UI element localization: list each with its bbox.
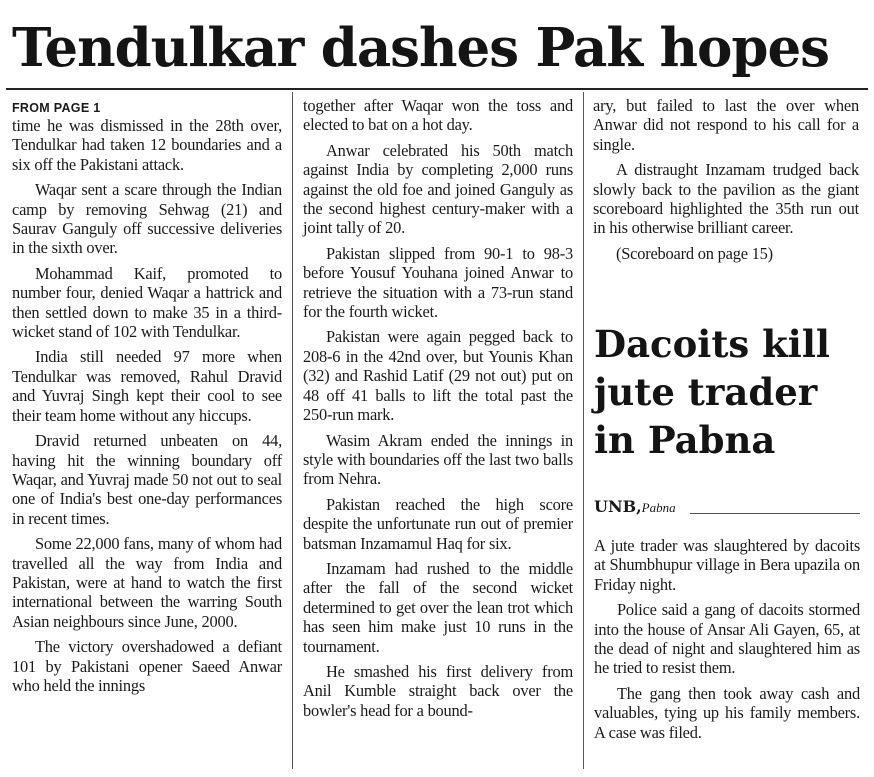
- paragraph: The gang then took away cash and valuables, tying up his family members. A case was filed.: [594, 683, 860, 742]
- paragraph: Dravid returned unbeaten on 44, having hit the winning boundary off Waqar, and Yuvraj made 50 not out to seal one of India's best one-day performances in recent times.: [12, 431, 282, 528]
- article-column-3: [593, 96, 859, 269]
- column-divider: [583, 92, 584, 769]
- paragraph: The victory overshadowed a defiant 101 by Pakistani opener Saeed Anwar who held the innings: [12, 637, 282, 695]
- story2-headline: Dacoits kill jute trader in Pabna: [594, 322, 830, 462]
- byline-rule: [690, 513, 860, 514]
- paragraph: India still needed 97 more when Tendulkar was removed, Rahul Dravid and Yuvraj Singh kept their cool to see their team home without any hiccups.: [12, 347, 282, 425]
- paragraph: Wasim Akram ended the innings in style with boundaries off the last two balls from Nehra.: [303, 430, 573, 489]
- paragraph: Waqar sent a scare through the Indian camp by removing Sehwag (21) and Saurav Ganguly off successive deliveries in the sixth over.: [12, 180, 282, 258]
- paragraph: Anwar celebrated his 50th match against India by completing 2,000 runs against the old foe and joined Ganguly as the second highest century-maker with a joint tally of 20.: [303, 140, 573, 238]
- paragraph: Mohammad Kaif, promoted to number four, denied Waqar a hattrick and then settled down to make 35 in a third-wicket stand of 102 with Tendulkar.: [12, 263, 282, 342]
- news-agency: UNB,: [594, 497, 642, 516]
- paragraph: Police said a gang of dacoits stormed into the house of Ansar Ali Gayen, 65, at the dead of night and slaughtered him as he tried to resist them.: [594, 600, 860, 678]
- paragraph: A jute trader was slaughtered by dacoits at Shumbhupur village in Bera upazila on Friday night.: [594, 536, 860, 594]
- headline-rule: [6, 88, 868, 90]
- paragraph: ary, but failed to last the over when Anwar did not respond to his call for a single.: [593, 96, 859, 154]
- jump-label: FROM PAGE 1: [12, 101, 101, 115]
- article-column-2: [303, 96, 573, 726]
- story2-byline: [594, 495, 860, 520]
- article-column-1: [12, 96, 282, 701]
- paragraph: time he was dismissed in the 28th over, Tendulkar had taken 12 boundaries and a six off the Pakistani attack.: [12, 116, 282, 174]
- paragraph: Pakistan slipped from 90-1 to 98-3 before Yousuf Youhana joined Anwar to retrieve the situation with a 73-run stand for the fourth wicket.: [303, 243, 573, 322]
- paragraph: together after Waqar won the toss and elected to bat on a hot day.: [303, 96, 573, 135]
- paragraph: Pakistan reached the high score despite the unfortunate run out of premier batsman Inzamamul Haq for six.: [303, 494, 573, 553]
- paragraph: Pakistan were again pegged back to 208-6 in the 42nd over, but Younis Khan (32) and Rashid Latif (29 not out) put on 48 off 41 balls to lift the total past the 250-run mark.: [303, 327, 573, 425]
- main-headline: Tendulkar dashes Pak hopes: [12, 17, 830, 79]
- paragraph: A distraught Inzamam trudged back slowly back to the pavilion as the giant scoreboard highlighted the 35th run out in his otherwise brilliant career.: [593, 160, 859, 238]
- dateline-place: Pabna: [641, 500, 676, 515]
- paragraph: He smashed his first delivery from Anil Kumble straight back over the bowler's head for a bound-: [303, 661, 573, 720]
- paragraph: Some 22,000 fans, many of whom had travelled all the way from India and Pakistan, were at hand to watch the first international between the warring South Asian neighbours since June, 2000.: [12, 534, 282, 631]
- column-divider: [292, 92, 293, 769]
- paragraph: Inzamam had rushed to the middle after the fall of the second wicket determined to get over the lean trot which has seen him make just 10 runs in the tournament.: [303, 558, 573, 656]
- story2-body: [594, 536, 860, 748]
- scoreboard-note: (Scoreboard on page 15): [615, 243, 773, 263]
